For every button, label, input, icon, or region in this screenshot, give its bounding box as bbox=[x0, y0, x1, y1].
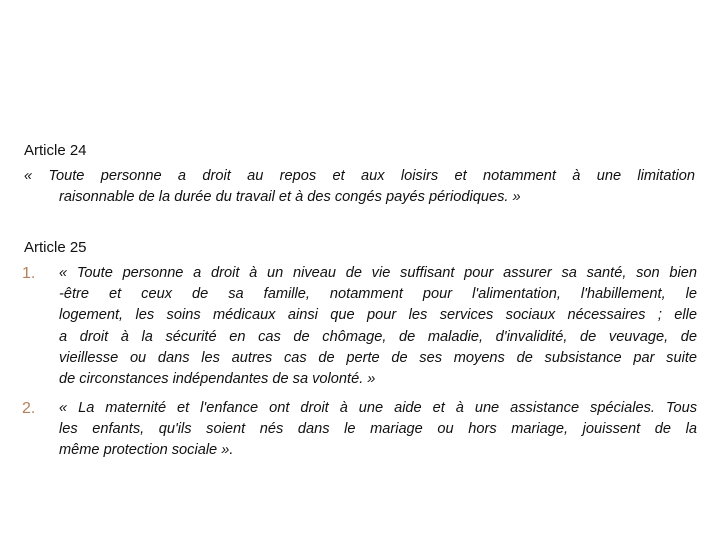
article-24-title: Article 24 bbox=[24, 142, 87, 159]
article-24-text bbox=[24, 166, 695, 208]
article-24-line: raisonnable de la durée du travail et à des congés payés périodiques. » bbox=[59, 189, 521, 206]
list-item-line: les enfants, qu'ils soient nés dans le mariage ou hors mariage, jouissent de la bbox=[59, 421, 697, 438]
list-item-line: « La maternité et l'enfance ont droit à une aide et à une assistance spéciales. Tous bbox=[59, 400, 697, 416]
list-item-number: 1. bbox=[22, 265, 36, 282]
article-24-line: « Toute personne a droit au repos et aux loisirs et notamment à une limitation bbox=[24, 168, 695, 184]
list-item-line: vieillesse ou dans les autres cas de perte de ses moyens de subsistance par suite bbox=[59, 349, 697, 366]
list-item-number: 2. bbox=[22, 400, 36, 417]
list-item-line: -être et ceux de sa famille, notamment pour l'alimentation, l'habillement, le bbox=[59, 286, 697, 303]
article-25-item-1-text bbox=[59, 263, 697, 390]
list-item-line: même protection sociale ». bbox=[59, 442, 234, 459]
article-25-title: Article 25 bbox=[24, 239, 87, 256]
list-item-line: « Toute personne a droit à un niveau de vie suffisant pour assurer sa santé, son bien bbox=[59, 265, 697, 281]
article-25-item-2-text bbox=[59, 398, 697, 462]
list-item-line: logement, les soins médicaux ainsi que pour les services sociaux nécessaires ; elle bbox=[59, 307, 697, 324]
list-item-line: de circonstances indépendantes de sa volonté. » bbox=[59, 370, 376, 387]
list-item-line: a droit à la sécurité en cas de chômage, de maladie, d'invalidité, de veuvage, de bbox=[59, 328, 697, 345]
